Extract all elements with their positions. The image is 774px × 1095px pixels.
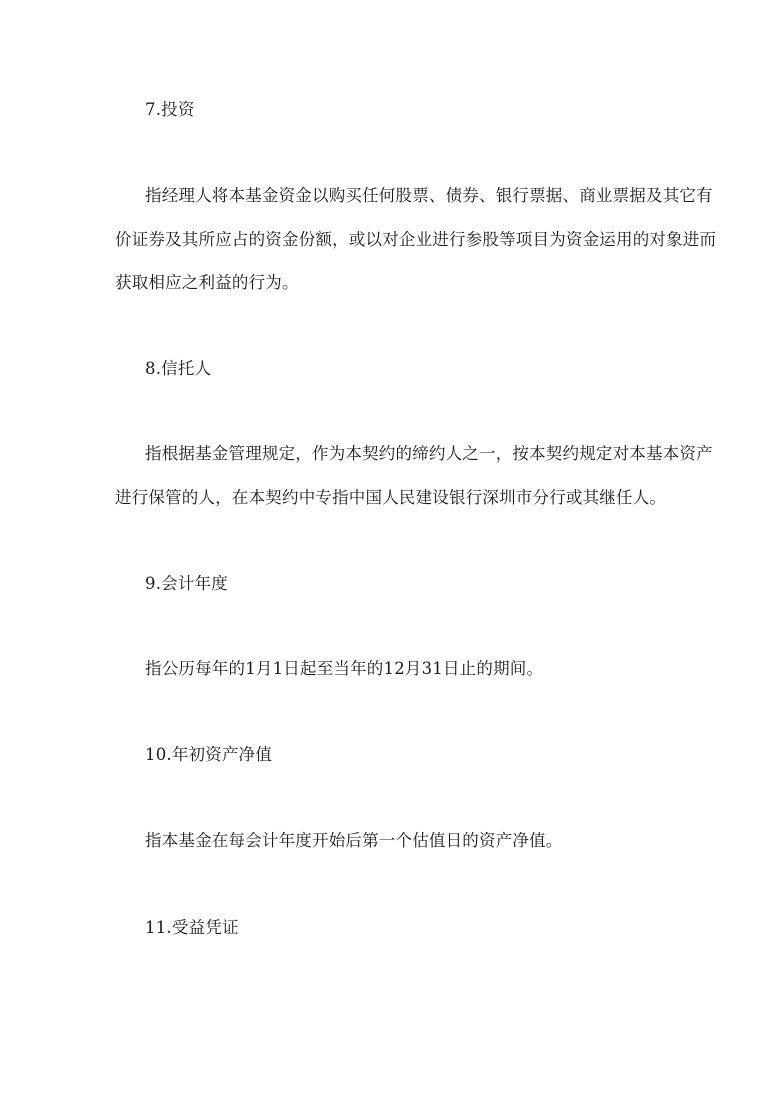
section-heading-trustee: 8.信托人 bbox=[145, 359, 212, 378]
section-heading-fiscal-year: 9.会计年度 bbox=[145, 574, 228, 593]
paragraph-line: 进行保管的人，在本契约中专指中国人民建设银行深圳市分行或其继任人。 bbox=[115, 488, 667, 507]
section-heading-opening-nav: 10.年初资产净值 bbox=[145, 745, 273, 764]
section-heading-investment: 7.投资 bbox=[145, 100, 195, 119]
paragraph-line: 指经理人将本基金资金以购买任何股票、债券、银行票据、商业票据及其它有 bbox=[145, 186, 713, 205]
paragraph-line: 获取相应之利益的行为。 bbox=[115, 273, 299, 292]
paragraph-line: 指根据基金管理规定，作为本契约的缔约人之一，按本契约规定对本基本资产 bbox=[145, 444, 713, 463]
paragraph-line: 指公历每年的1月1日起至当年的12月31日止的期间。 bbox=[145, 659, 544, 678]
paragraph-line: 价证券及其所应占的资金份额，或以对企业进行参股等项目为资金运用的对象进而 bbox=[115, 230, 717, 249]
paragraph-line: 指本基金在每会计年度开始后第一个估值日的资产净值。 bbox=[145, 831, 563, 850]
section-heading-beneficiary-certificate: 11.受益凭证 bbox=[145, 918, 239, 937]
